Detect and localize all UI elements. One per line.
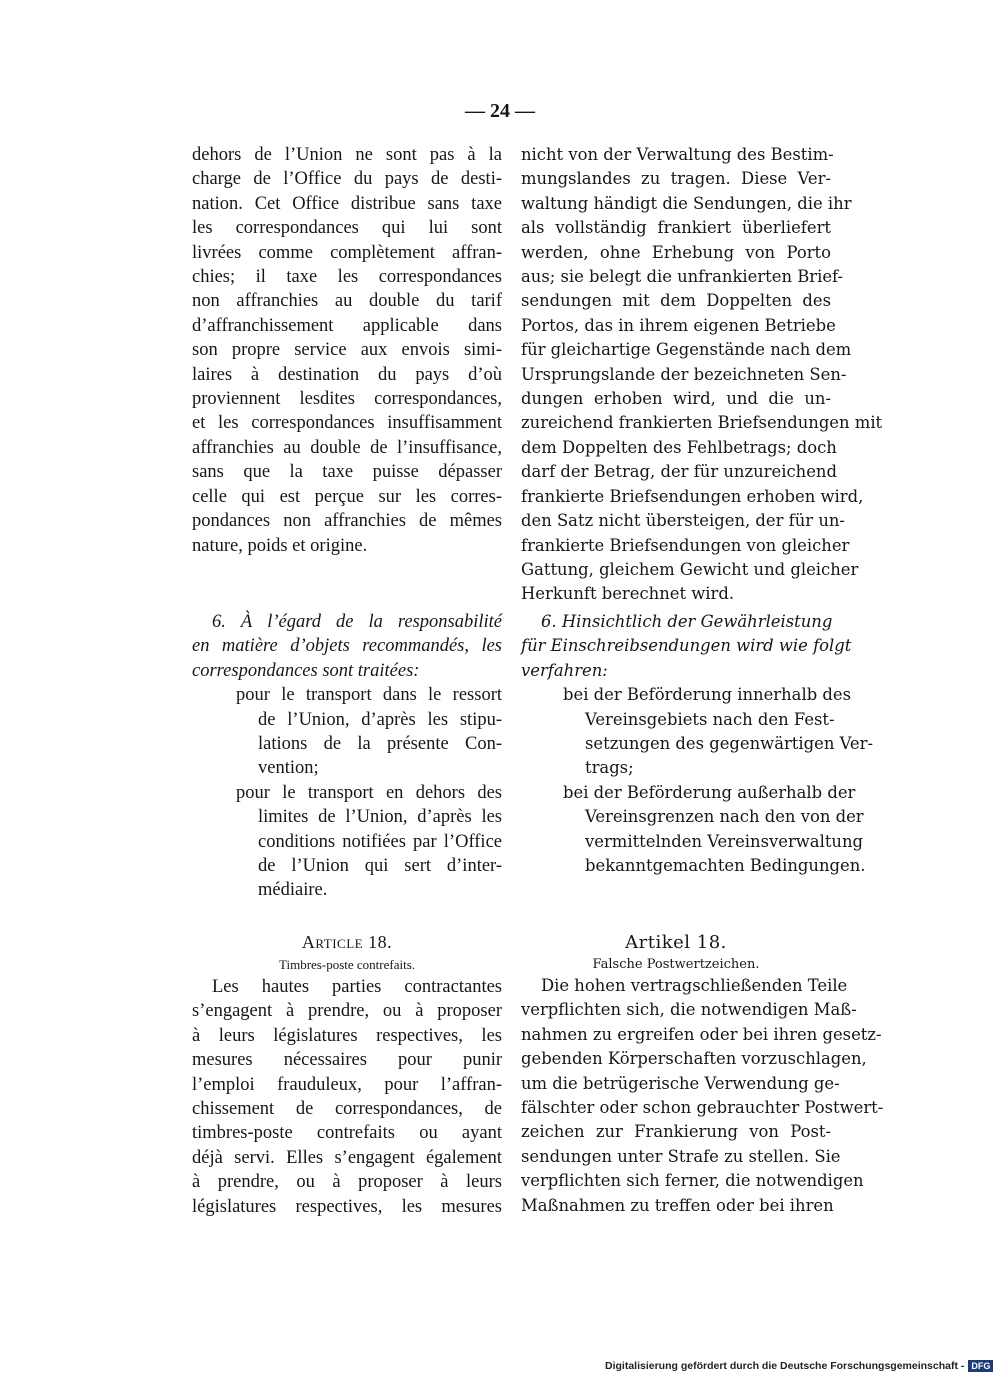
text-line: proviennent lesdites correspondances, [192, 389, 502, 410]
german-list-item [521, 781, 866, 879]
text-line: à leurs législatures respectives, les [192, 1025, 502, 1046]
text-line: pour le transport dans le ressort [236, 685, 502, 706]
text-line: Les hautes parties contractantes [212, 977, 502, 997]
text-line: vention; [258, 758, 319, 779]
text-line: Herkunft berechnet wird. [521, 584, 735, 604]
text-line: correspondances sont traitées: [192, 660, 420, 681]
text-line: chies; il taxe les correspondances [192, 267, 502, 288]
french-paragraph-continued [192, 143, 502, 558]
text-line: für Einschreibsendungen wird wie folgt [521, 636, 852, 656]
text-line: für gleichartige Gegenstände nach dem [521, 340, 852, 360]
article-heading: Article 18. [301, 932, 393, 952]
text-line: verpflichten sich ferner, die notwendigen [521, 1171, 864, 1191]
text-line: affranchies au double de l’insuffisance, [192, 437, 502, 458]
text-line: fälschter oder schon gebrauchter Postwert- [521, 1098, 884, 1118]
text-line: les correspondances qui lui sont [192, 218, 502, 239]
digitization-footer [605, 1360, 993, 1372]
text-line: bei der Beförderung innerhalb des [563, 685, 852, 705]
text-line: non affranchies au double du tarif [192, 291, 502, 312]
text-line: zureichend frankierten Briefsendungen mit [521, 413, 883, 433]
text-line: de l’Union qui sert d’inter- [258, 856, 502, 877]
article-heading: Artikel 18. [625, 932, 727, 953]
text-line: aus; sie belegt die unfrankierten Brief- [521, 267, 844, 287]
text-line: mungslandes zu tragen. Diese Ver- [521, 169, 831, 189]
text-line: sans que la taxe puisse dépasser [192, 462, 502, 483]
text-line: limites de l’Union, d’après les [258, 807, 502, 828]
text-line: son propre service aux envois simi- [192, 340, 502, 361]
text-line: timbres-poste contrefaits ou ayant [192, 1123, 502, 1144]
text-line: nahmen zu ergreifen oder bei ihren gesetz- [521, 1024, 882, 1044]
german-paragraph-continued [521, 143, 883, 607]
french-list-item [192, 781, 502, 903]
text-line: bei der Beförderung außerhalb der [563, 782, 856, 802]
text-line: Die hohen vertragschließenden Teile [541, 976, 848, 995]
text-line: en matière d’objets recommandés, les [192, 636, 502, 657]
german-article-text [521, 974, 884, 1218]
text-line: médiaire. [258, 880, 328, 901]
french-column [192, 143, 502, 558]
text-line: conditions notifiées par l’Office [258, 831, 502, 852]
text-line: als vollständig frankiert überliefert [521, 218, 831, 238]
french-section-6-intro [192, 610, 502, 683]
page-number: — 24 — [465, 100, 535, 122]
text-line: nature, poids et origine. [192, 535, 368, 556]
text-line: Gattung, gleichem Gewicht und gleicher [521, 559, 859, 579]
text-line: pour le transport en dehors des [236, 782, 502, 803]
text-line: zeichen zur Frankierung von Post- [521, 1122, 831, 1142]
text-line: charge de l’Office du pays de desti- [192, 169, 502, 190]
text-line: à prendre, ou à proposer à leurs [192, 1172, 502, 1193]
text-line: déjà servi. Elles s’engagent également [192, 1147, 502, 1168]
german-article-18 [521, 932, 884, 1218]
text-line: gebenden Körperschaften vorzuschlagen, [521, 1049, 867, 1069]
text-line: 6. Hinsichtlich der Gewährleistung [541, 612, 833, 631]
text-line: werden, ohne Erhebung von Porto [521, 242, 831, 262]
text-line: s’engagent à prendre, ou à proposer [192, 1001, 502, 1022]
text-line: vermittelnden Vereinsverwaltung [585, 831, 864, 851]
dfg-logo: DFG [968, 1360, 993, 1372]
text-line: sendungen unter Strafe zu stellen. Sie [521, 1146, 841, 1166]
text-line: nicht von der Verwaltung des Bestim- [521, 145, 834, 164]
text-line: législatures respectives, les mesures [192, 1196, 502, 1217]
text-line: 6. À l’égard de la responsabilité [212, 612, 502, 632]
text-line: livrées comme complètement affran- [192, 242, 502, 263]
text-line: dungen erhoben wird, und die un- [521, 389, 831, 409]
text-line: dehors de l’Union ne sont pas à la [192, 145, 502, 165]
text-line: de l’Union, d’après les stipu- [258, 709, 502, 730]
text-line: um die betrügerische Verwendung ge- [521, 1073, 840, 1093]
text-line: nation. Cet Office distribue sans taxe [192, 193, 502, 214]
text-line: Maßnahmen zu treffen oder bei ihren [521, 1195, 834, 1215]
text-line: et les correspondances insuffisamment [192, 413, 502, 434]
german-section-6-intro [521, 610, 852, 683]
text-line: Vereinsgebiets nach den Fest- [585, 709, 835, 729]
text-line: celle qui est perçue sur les corres- [192, 486, 502, 507]
text-line: darf der Betrag, der für unzureichend [521, 462, 837, 482]
text-line: mesures nécessaires pour punir [192, 1050, 502, 1071]
text-line: Portos, das in ihrem eigenen Betriebe [521, 315, 836, 335]
french-list-item [192, 683, 502, 781]
german-column [521, 143, 883, 607]
text-line: Vereinsgrenzen nach den von der [585, 807, 864, 827]
text-line: verfahren: [521, 660, 608, 680]
text-line: waltung händigt die Sendungen, die ihr [521, 193, 852, 213]
text-line: trags; [585, 758, 634, 778]
text-line: setzungen des gegenwärtigen Ver- [585, 734, 873, 754]
article-subtitle: Timbres-poste contrefaits. [279, 957, 415, 972]
french-article-18 [192, 932, 502, 1219]
text-line: verpflichten sich, die notwendigen Maß- [521, 1000, 857, 1020]
german-section-6 [521, 610, 873, 878]
article-subtitle: Falsche Postwertzeichen. [592, 957, 760, 972]
text-line: chissement de correspondances, de [192, 1099, 502, 1120]
text-line: laires à destination du pays d’où [192, 364, 502, 385]
text-line: dem Doppelten des Fehlbetrags; doch [521, 437, 837, 457]
text-line: sendungen mit dem Doppelten des [521, 291, 831, 311]
text-line: frankierte Briefsendungen erhoben wird, [521, 486, 864, 506]
text-line: frankierte Briefsendungen von gleicher [521, 535, 850, 555]
text-line: lations de la présente Con- [258, 734, 502, 755]
footer-text: Digitalisierung gefördert durch die Deutsche Forschungsgemeinschaft - [605, 1360, 965, 1372]
text-line: pondances non affranchies de mêmes [192, 511, 502, 532]
text-line: den Satz nicht übersteigen, der für un- [521, 511, 845, 531]
german-list-item [521, 683, 873, 781]
text-line: l’emploi frauduleux, pour l’affran- [192, 1074, 502, 1095]
french-article-text [192, 975, 502, 1219]
text-line: bekanntgemachten Bedingungen. [585, 856, 866, 876]
text-line: d’affranchissement applicable dans [192, 315, 502, 336]
text-line: Ursprungslande der bezeichneten Sen- [521, 364, 847, 384]
french-section-6 [192, 610, 502, 903]
